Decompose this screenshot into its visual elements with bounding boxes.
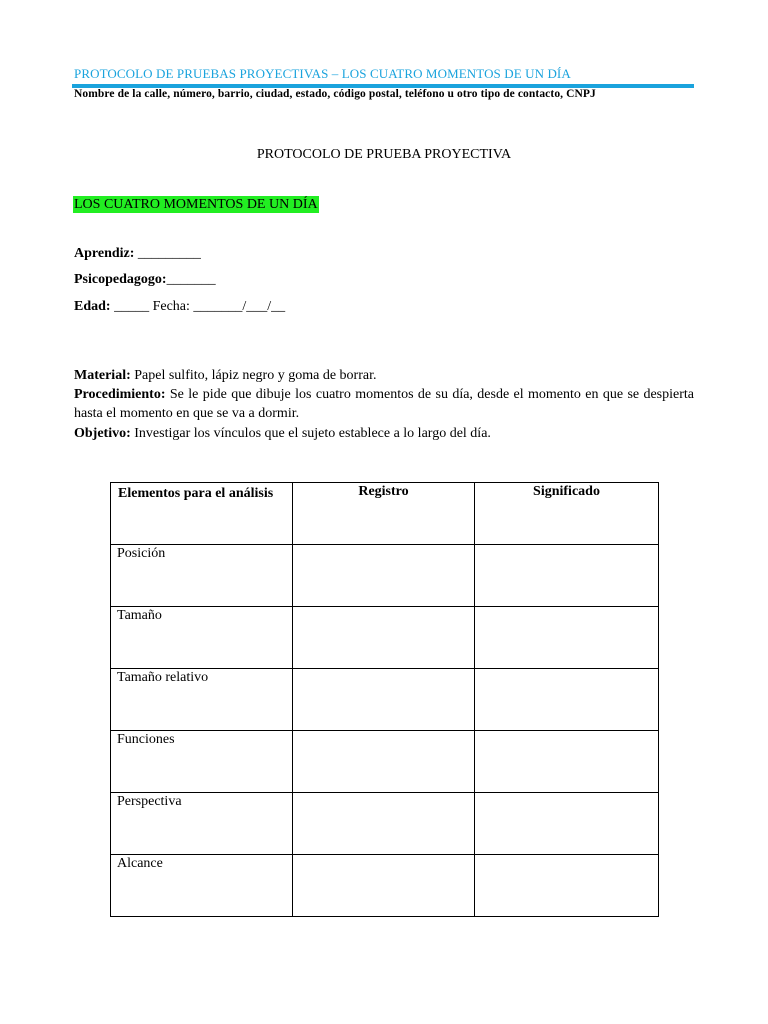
header-contact-info: Nombre de la calle, número, barrio, ciudad, estado, código postal, teléfono u otro tipo de contacto, CNPJ [74, 88, 596, 100]
psicopedagogo-blank: _______ [166, 272, 216, 287]
aprendiz-field [74, 246, 201, 262]
column-header-elementos: Elementos para el análisis [111, 483, 293, 545]
fecha-blank: _______/___/__ [193, 299, 286, 314]
aprendiz-blank: _________ [137, 246, 201, 261]
table-header-row [111, 483, 659, 545]
significado-cell[interactable] [475, 731, 659, 793]
row-label: Alcance [111, 855, 293, 917]
edad-label: Edad: [74, 299, 111, 314]
table-row [111, 855, 659, 917]
procedimiento-label: Procedimiento: [74, 387, 166, 402]
material-label: Material: [74, 368, 131, 383]
registro-cell[interactable] [293, 545, 475, 607]
significado-cell[interactable] [475, 545, 659, 607]
psicopedagogo-field [74, 272, 216, 288]
table-row [111, 793, 659, 855]
registro-cell[interactable] [293, 855, 475, 917]
row-label: Posición [111, 545, 293, 607]
registro-cell[interactable] [293, 793, 475, 855]
column-header-significado: Significado [475, 483, 659, 545]
significado-cell[interactable] [475, 793, 659, 855]
row-label: Tamaño relativo [111, 669, 293, 731]
edad-fecha-field [74, 299, 285, 315]
psicopedagogo-label: Psicopedagogo: [74, 272, 167, 287]
material-text: Papel sulfito, lápiz negro y goma de borrar. [134, 368, 377, 383]
table-row [111, 731, 659, 793]
column-header-registro: Registro [293, 483, 475, 545]
edad-blank: _____ [114, 299, 150, 314]
registro-cell[interactable] [293, 607, 475, 669]
significado-cell[interactable] [475, 669, 659, 731]
header-title: PROTOCOLO DE PRUEBAS PROYECTIVAS – LOS CUATRO MOMENTOS DE UN DÍA [74, 66, 571, 81]
objetivo-label: Objetivo: [74, 426, 131, 441]
fecha-label: Fecha: [152, 299, 190, 314]
row-label: Funciones [111, 731, 293, 793]
procedimiento-text: Se le pide que dibuje los cuatro momentos de su día, desde el momento en que se despierta hasta el momento en que se va a dormir. [74, 387, 695, 421]
objetivo-paragraph [74, 424, 694, 443]
table-row [111, 607, 659, 669]
procedimiento-paragraph [74, 385, 694, 423]
highlighted-heading: LOS CUATRO MOMENTOS DE UN DÍA [74, 197, 318, 212]
table-row [111, 669, 659, 731]
objetivo-text: Investigar los vínculos que el sujeto establece a lo largo del día. [134, 426, 491, 441]
row-label: Perspectiva [111, 793, 293, 855]
registro-cell[interactable] [293, 669, 475, 731]
aprendiz-label: Aprendiz: [74, 246, 135, 261]
significado-cell[interactable] [475, 607, 659, 669]
analysis-table [110, 482, 659, 917]
row-label: Tamaño [111, 607, 293, 669]
table-row [111, 545, 659, 607]
registro-cell[interactable] [293, 731, 475, 793]
document-title: PROTOCOLO DE PRUEBA PROYECTIVA [256, 147, 512, 162]
material-paragraph [74, 366, 694, 385]
significado-cell[interactable] [475, 855, 659, 917]
